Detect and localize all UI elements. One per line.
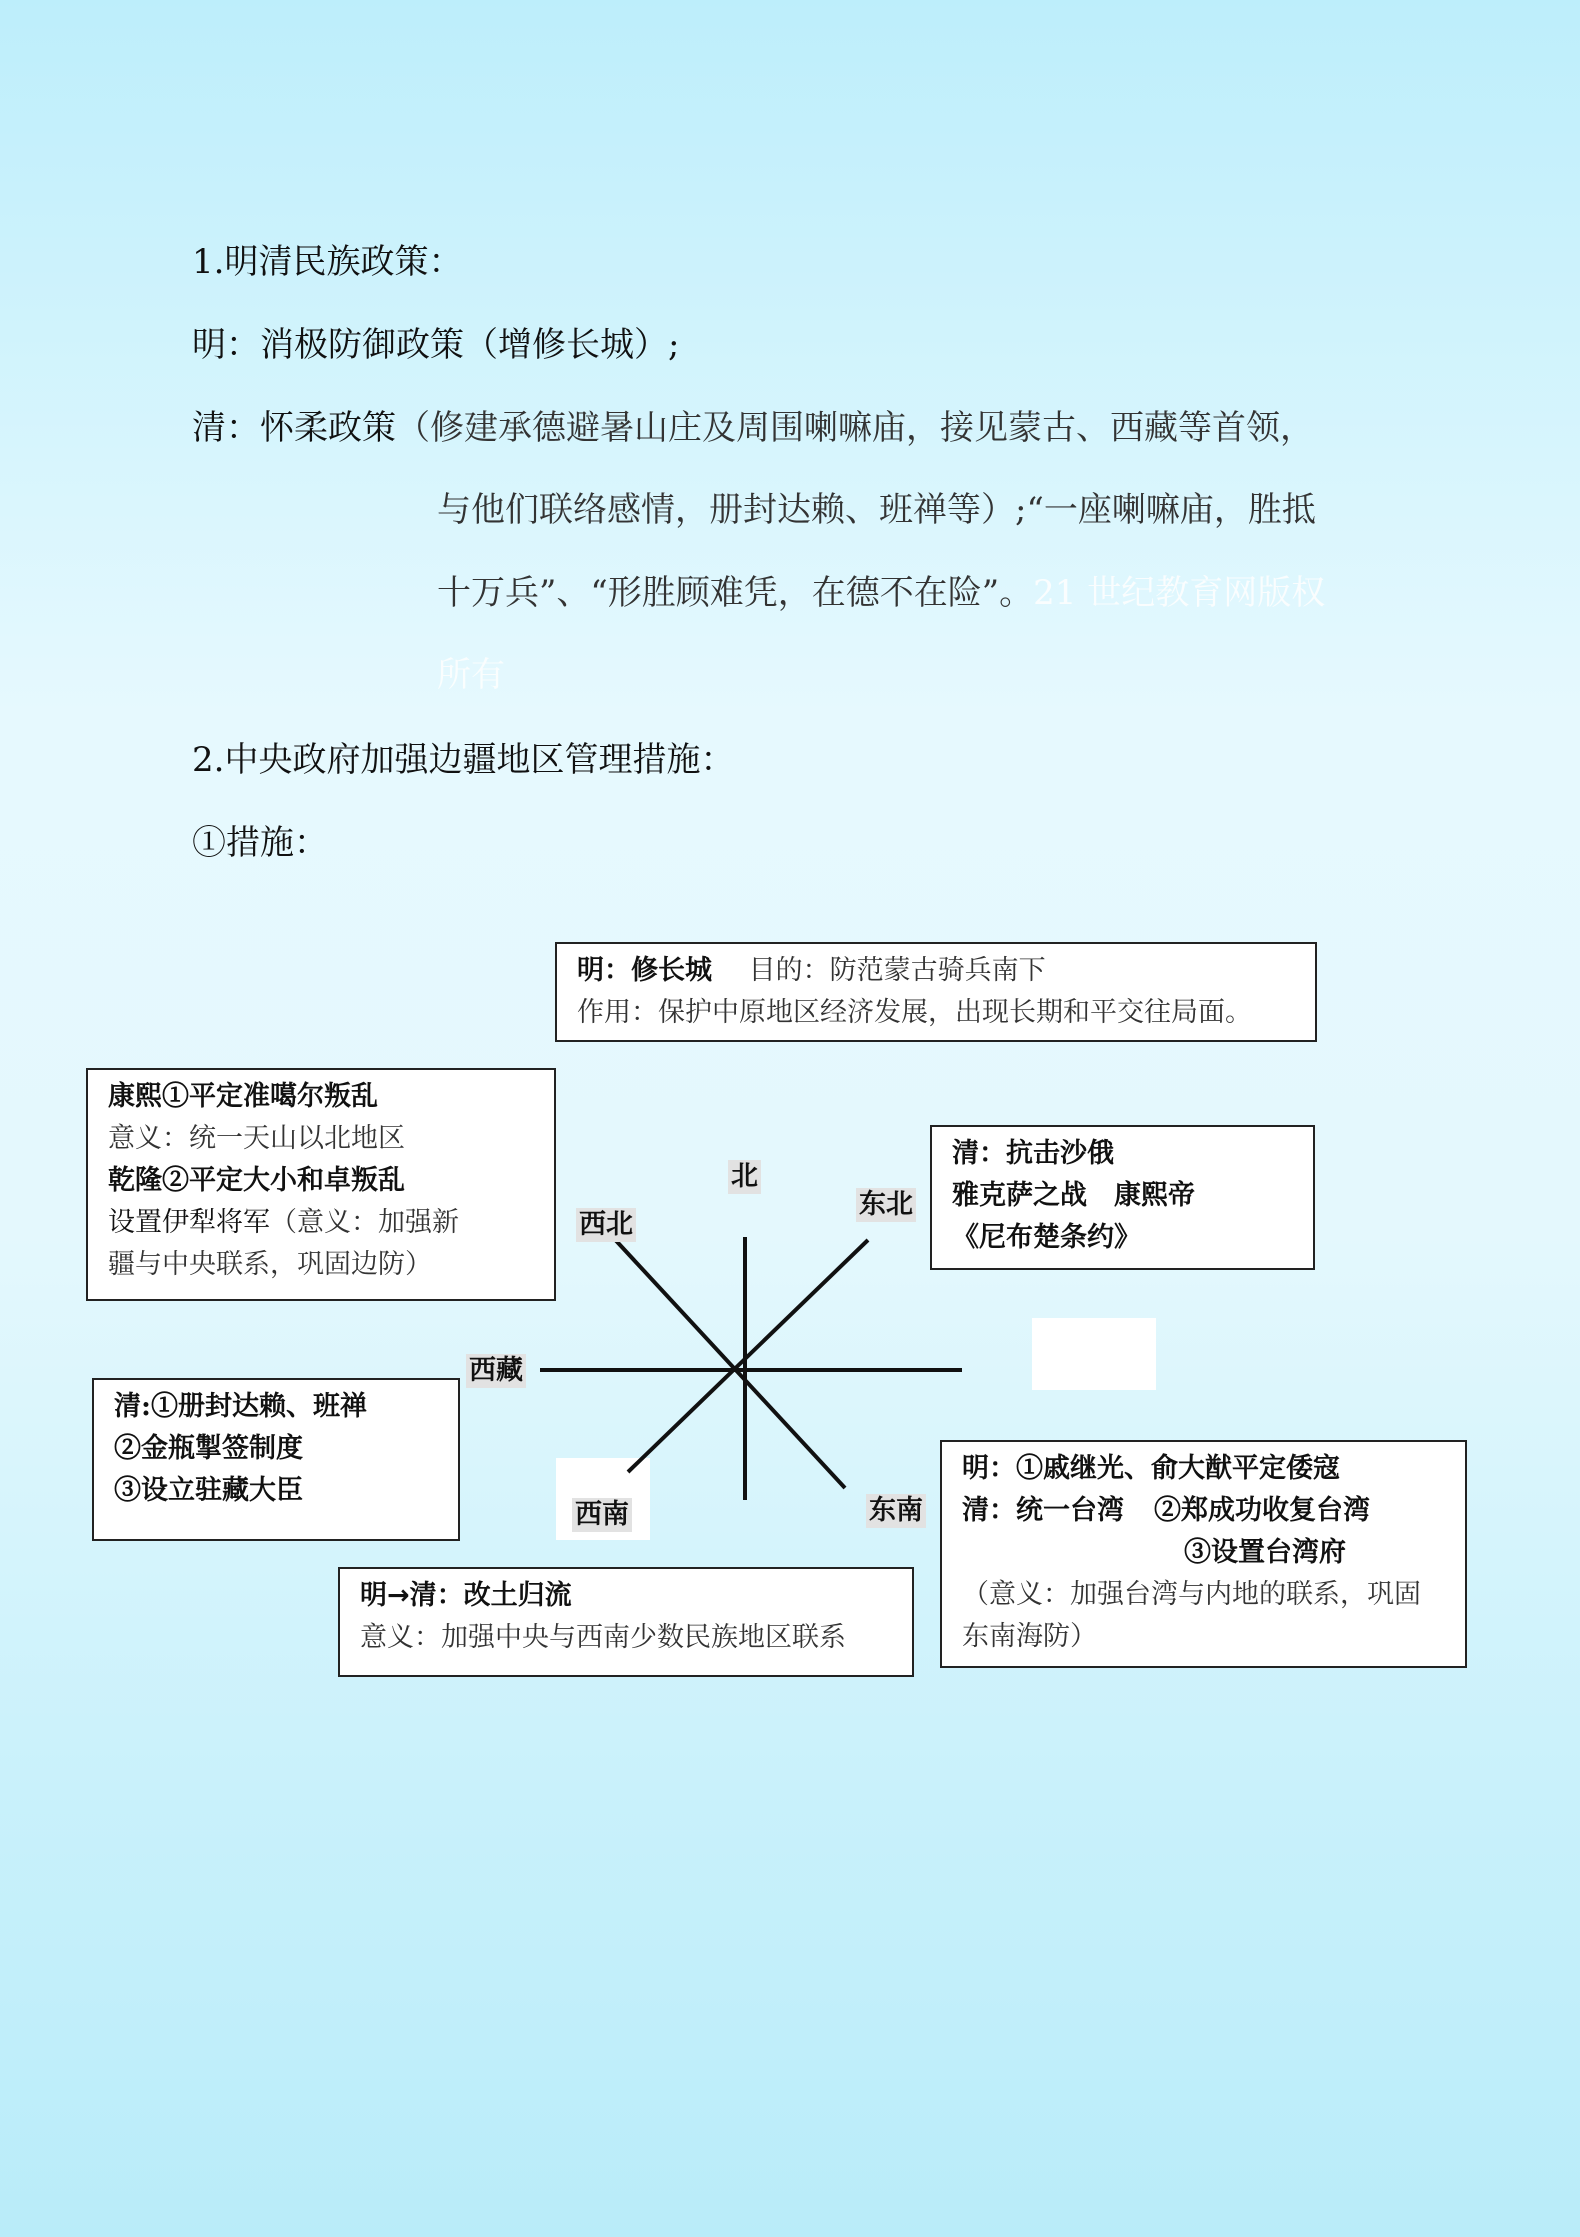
north-box-action: 修长城: [631, 955, 712, 986]
northwest-box-ili-meaning-a: （意义：加强新: [270, 1207, 459, 1238]
section1-title: 1.明清民族政策：: [192, 242, 463, 282]
southeast-box-qing: 清：: [962, 1495, 1016, 1526]
north-box-dynasty: 明：: [577, 955, 631, 986]
qing-label: 清：: [192, 408, 260, 448]
southwest-box: [338, 1567, 914, 1677]
northwest-box-kangxi-meaning: 意义：统一天山以北地区: [108, 1123, 405, 1154]
compass-line-nw-se: [608, 1232, 845, 1488]
southeast-box-qing-action3: ③设置台湾府: [1184, 1537, 1346, 1568]
northwest-box-kangxi: 康熙: [108, 1081, 162, 1112]
southeast-box-ming: 明：: [962, 1453, 1016, 1484]
northwest-box-qianlong: 乾隆: [108, 1165, 162, 1196]
qing-policy-detail-3: 十万兵”、“形胜顾难凭，在德不在险”。: [437, 573, 1034, 613]
north-box-effect: 作用：保护中原地区经济发展，出现长期和平交往局面。: [577, 997, 1252, 1028]
watermark-text: 21 世纪教育网版权: [1033, 573, 1326, 613]
direction-southeast: 东南: [866, 1494, 926, 1528]
qing-policy-detail-2: 与他们联络感情，册封达赖、班禅等）;“一座喇嘛庙，胜抵: [437, 490, 1316, 530]
direction-west: 西藏: [466, 1354, 526, 1388]
northwest-box-kangxi-action: ①平定准噶尔叛乱: [162, 1081, 378, 1112]
watermark-text-2: 所有: [437, 655, 505, 695]
northeast-box-line1: 清：抗击沙俄: [952, 1138, 1114, 1169]
southeast-box-qing-action2: ②郑成功收复台湾: [1154, 1495, 1370, 1526]
southwest-box-dynasty: 明→清：: [360, 1580, 464, 1611]
southeast-box: [940, 1440, 1467, 1668]
southeast-box-ming-action: ①戚继光、俞大猷平定倭寇: [1016, 1453, 1340, 1484]
direction-southwest: 西南: [572, 1498, 632, 1532]
compass-line-ne-sw: [628, 1240, 868, 1472]
north-box: [555, 942, 1317, 1042]
southeast-box-meaning-b: 东南海防）: [962, 1621, 1097, 1652]
southeast-box-meaning-a: （意义：加强台湾与内地的联系，巩固: [962, 1579, 1421, 1610]
qing-policy-name: 怀柔政策: [260, 408, 396, 448]
north-box-purpose: 目的：防范蒙古骑兵南下: [748, 955, 1046, 986]
northwest-box-ili: 设置伊犁将军: [108, 1207, 270, 1238]
qing-policy-detail-1: （修建承德避暑山庄及周围喇嘛庙，接见蒙古、西藏等首领，: [396, 408, 1314, 448]
direction-northeast: 东北: [856, 1188, 916, 1222]
northwest-box-qianlong-action: ②平定大小和卓叛乱: [162, 1165, 405, 1196]
northeast-box-line3: 《尼布楚条约》: [952, 1222, 1141, 1253]
direction-northwest: 西北: [576, 1208, 636, 1242]
tibet-box: [92, 1378, 460, 1541]
northwest-box-ili-meaning-b: 疆与中央联系，巩固边防）: [108, 1249, 432, 1280]
northeast-box-line2: 雅克萨之战 康熙帝: [952, 1180, 1195, 1211]
section2-title: 2.中央政府加强边疆地区管理措施：: [192, 740, 735, 780]
measures-label: ①措施：: [192, 823, 328, 863]
ming-label: 明：: [192, 325, 260, 365]
northwest-box: [86, 1068, 556, 1301]
tibet-box-line3: ③设立驻藏大臣: [114, 1475, 303, 1506]
southwest-box-action: 改土归流: [463, 1580, 572, 1611]
tibet-box-line2: ②金瓶掣签制度: [114, 1433, 303, 1464]
tibet-box-line1: :①册封达赖、班禅: [141, 1391, 367, 1422]
northeast-box: [930, 1125, 1315, 1270]
direction-north: 北: [728, 1160, 761, 1194]
southeast-box-qing-action1: 统一台湾: [1016, 1495, 1124, 1526]
southwest-box-meaning: 意义：加强中央与西南少数民族地区联系: [360, 1622, 846, 1653]
ming-policy-text: 消极防御政策（增修长城）;: [260, 325, 680, 365]
tibet-box-dynasty: 清: [114, 1391, 141, 1422]
